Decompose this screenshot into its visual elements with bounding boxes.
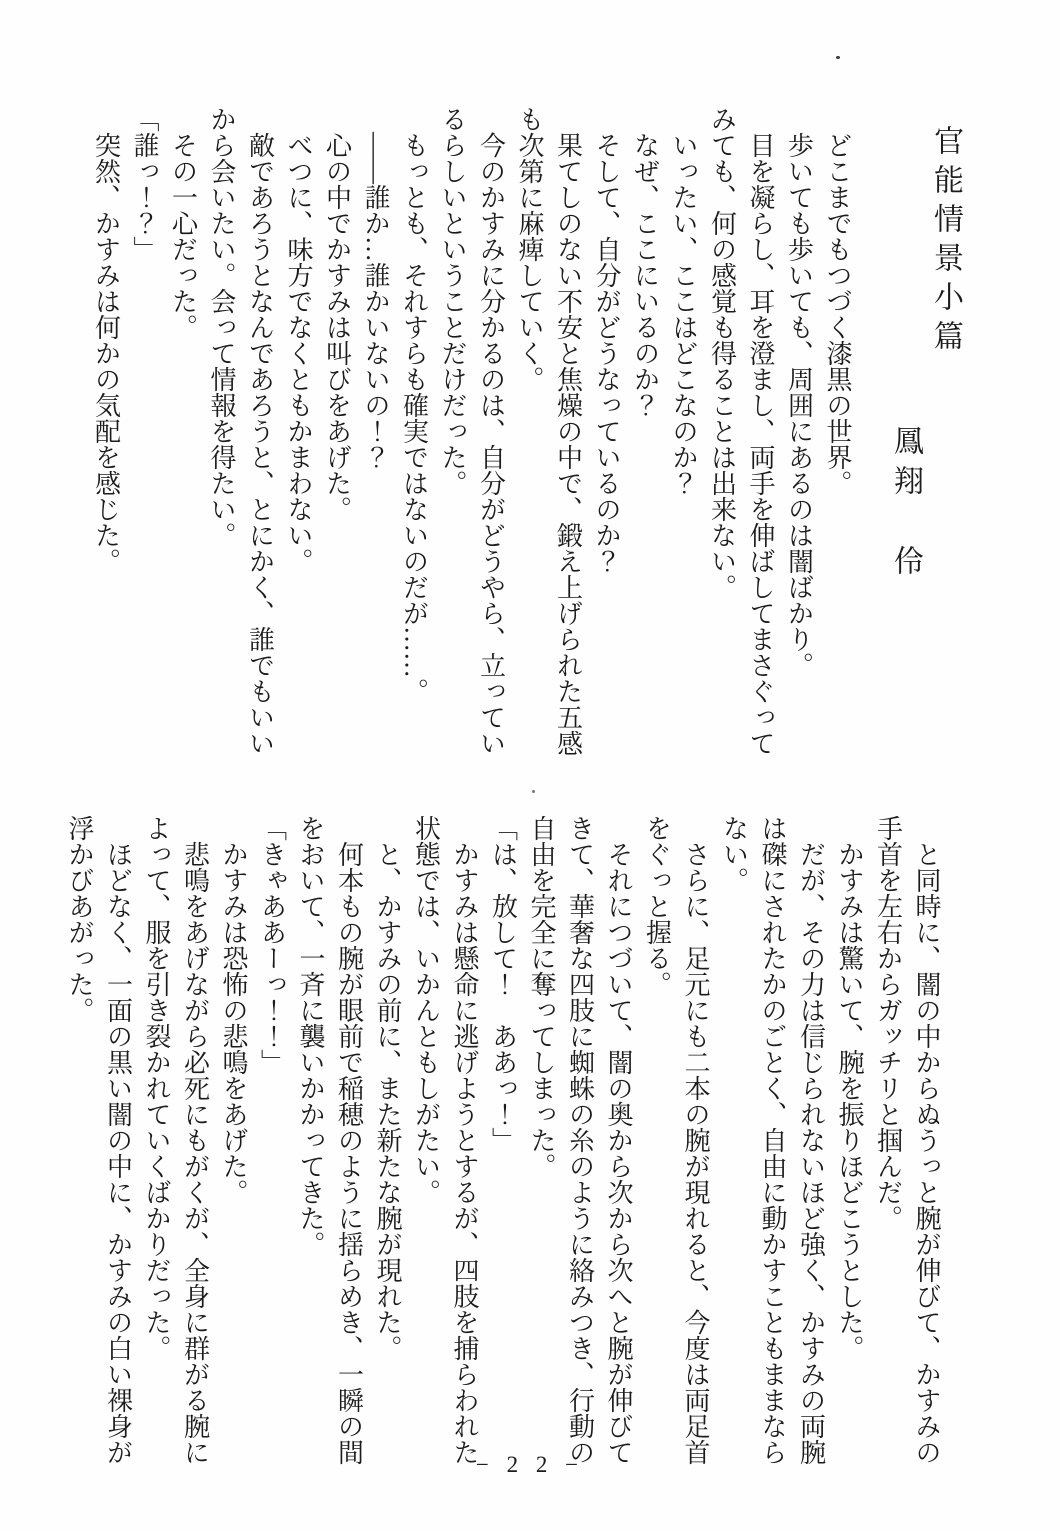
paragraph: いったい、ここはどこなのか？	[669, 132, 698, 496]
top-text-block	[86, 106, 856, 761]
paragraph: かすみは懸命に逃げようとするが、四肢を捕らわれた状態では、いかんともしがたい。	[411, 815, 479, 1465]
paragraph: と、かすみの前に、また新たな腕が現れた。	[373, 841, 402, 1361]
paragraph: 歩いても歩いても、周囲にあるのは闇ばかり。	[784, 132, 814, 678]
paragraph: それにつづいて、闇の奥から次から次へと腕が伸びてきて、華奢な四肢に蜘蛛の糸のように絡みつき、行動の自由を完全に奪ってしまった。	[527, 815, 633, 1465]
scan-speck	[836, 56, 840, 59]
paragraph: 「誰っ！？」	[130, 106, 159, 262]
paragraph: 果てしのない不安と焦燥の中で、鍛え上げられた五感も次第に麻痺していく。	[515, 106, 583, 756]
paragraph: ――誰か…誰かいないの！？	[361, 132, 390, 470]
paragraph: その一心だった。	[168, 132, 198, 340]
paragraph: どこまでもつづく漆黒の世界。	[823, 132, 852, 496]
paragraph: そして、自分がどうなっているのか？	[592, 132, 621, 574]
paragraph: かすみは恐怖の悲鳴をあげた。	[219, 841, 248, 1205]
paragraph: 「は、放して！ ああっ！」	[488, 815, 518, 1153]
paragraph: かすみは驚いて、腕を振りほどこうとした。	[835, 841, 864, 1361]
paragraph: 目を凝らし、耳を澄まし、両手を伸ばしてまさぐってみても、何の感覚も得ることは出来ない。	[707, 106, 775, 756]
paragraph: 悲鳴をあげながら必死にもがくが、全身に群がる腕によって、服を引き裂かれていくばかりだった。	[142, 815, 210, 1465]
paragraph: 敵であろうとなんであろうと、とにかく、誰でもいいから会いたい。会って情報を得たい。	[207, 106, 275, 756]
paragraph: 心の中でかすみは叫びをあげた。	[322, 132, 352, 522]
paragraph: 今のかすみに分かるのは、自分がどうやら、立っているらしいということだけだった。	[438, 106, 506, 756]
paragraph: ほどなく、一面の黒い闇の中に、かすみの白い裸身が浮かびあがった。	[65, 815, 133, 1465]
page-title: 官能情景小篇	[929, 125, 962, 359]
paragraph: だが、その力は信じられないほど強く、かすみの両腕は磔にされたかのごとく、自由に動かすこともままならない。	[719, 815, 826, 1465]
author-name: 鳳翔 伶	[889, 425, 922, 585]
title-block	[885, 125, 965, 605]
paragraph: もっとも、それすらも確実ではないのだが……。	[399, 132, 429, 704]
paragraph: さらに、足元にも二本の腕が現れると、今度は両足首をぐっと握る。	[642, 815, 710, 1465]
paragraph: と同時に、闇の中からぬうっと腕が伸びて、かすみの手首を左右からガッチリと掴んだ。	[873, 815, 941, 1465]
paragraph: べつに、味方でなくともかまわない。	[284, 132, 313, 574]
bottom-text-block	[60, 815, 946, 1470]
paragraph: 突然、かすみは何かの気配を感じた。	[91, 132, 121, 574]
paragraph: なぜ、ここにいるのか？	[630, 132, 660, 418]
paragraph: 「きゃああーっ！！」	[257, 815, 287, 1075]
paragraph: 何本もの腕が眼前で稲穂のように揺らめき、一瞬の間をおいて、一斉に襲いかかってきた。	[296, 815, 364, 1465]
scan-speck	[532, 790, 535, 793]
page-number: − 2 2 −	[475, 1452, 585, 1477]
